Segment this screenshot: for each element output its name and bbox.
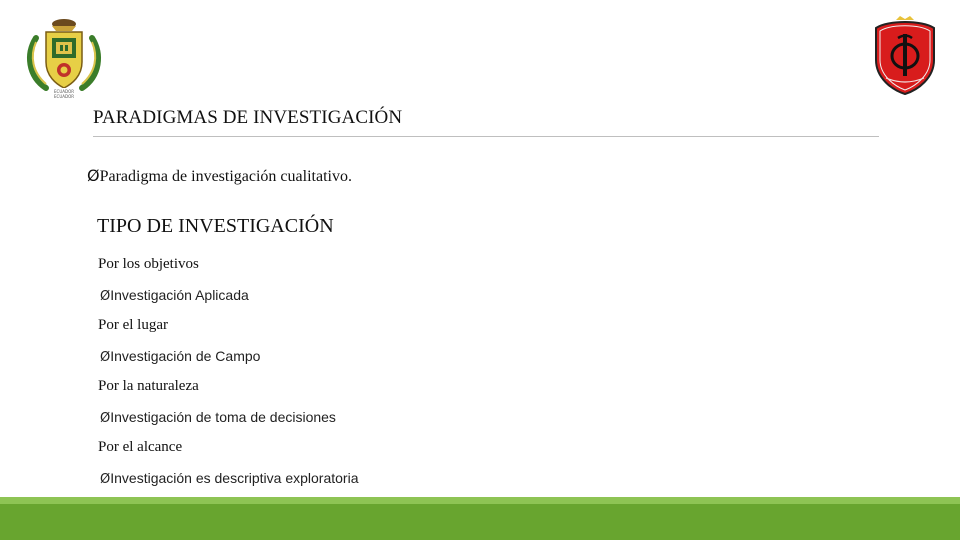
category-label: Por el alcance xyxy=(98,439,183,455)
classification-list xyxy=(98,254,358,498)
list-item xyxy=(98,407,358,438)
arrow-bullet-icon: Ø xyxy=(100,288,111,304)
institution-seal-logo xyxy=(22,16,106,100)
seal-caption-top: ECUADOR xyxy=(54,89,74,94)
paradigm-bullet-line xyxy=(87,166,352,186)
red-shield-icon xyxy=(870,16,940,96)
list-item-text: Investigación Aplicada xyxy=(110,286,249,303)
section-heading: TIPO DE INVESTIGACIÓN xyxy=(97,215,334,237)
list-item-text: Investigación de toma de decisiones xyxy=(110,408,336,425)
arrow-bullet-icon: Ø xyxy=(87,166,100,185)
page-title: PARADIGMAS DE INVESTIGACIÓN xyxy=(93,107,403,128)
list-item-text: Investigación de Campo xyxy=(110,347,261,364)
footer-band-highlight xyxy=(0,497,960,504)
arrow-bullet-icon: Ø xyxy=(100,349,111,365)
arrow-bullet-icon: Ø xyxy=(100,410,111,426)
category-label: Por los objetivos xyxy=(98,256,199,272)
seal-emblem-icon xyxy=(22,16,106,100)
list-item xyxy=(98,346,358,377)
category-label: Por el lugar xyxy=(98,317,168,333)
paradigm-text: Paradigma de investigación cualitativo. xyxy=(99,168,352,185)
seal-caption-bottom: ECUADOR xyxy=(54,94,74,99)
list-item xyxy=(98,468,358,499)
category-label: Por la naturaleza xyxy=(98,378,199,394)
list-item xyxy=(98,285,358,316)
red-shield-logo xyxy=(870,16,940,96)
arrow-bullet-icon: Ø xyxy=(100,471,111,487)
list-item-text: Investigación es descriptiva exploratoria xyxy=(110,469,359,486)
title-divider xyxy=(93,136,879,137)
